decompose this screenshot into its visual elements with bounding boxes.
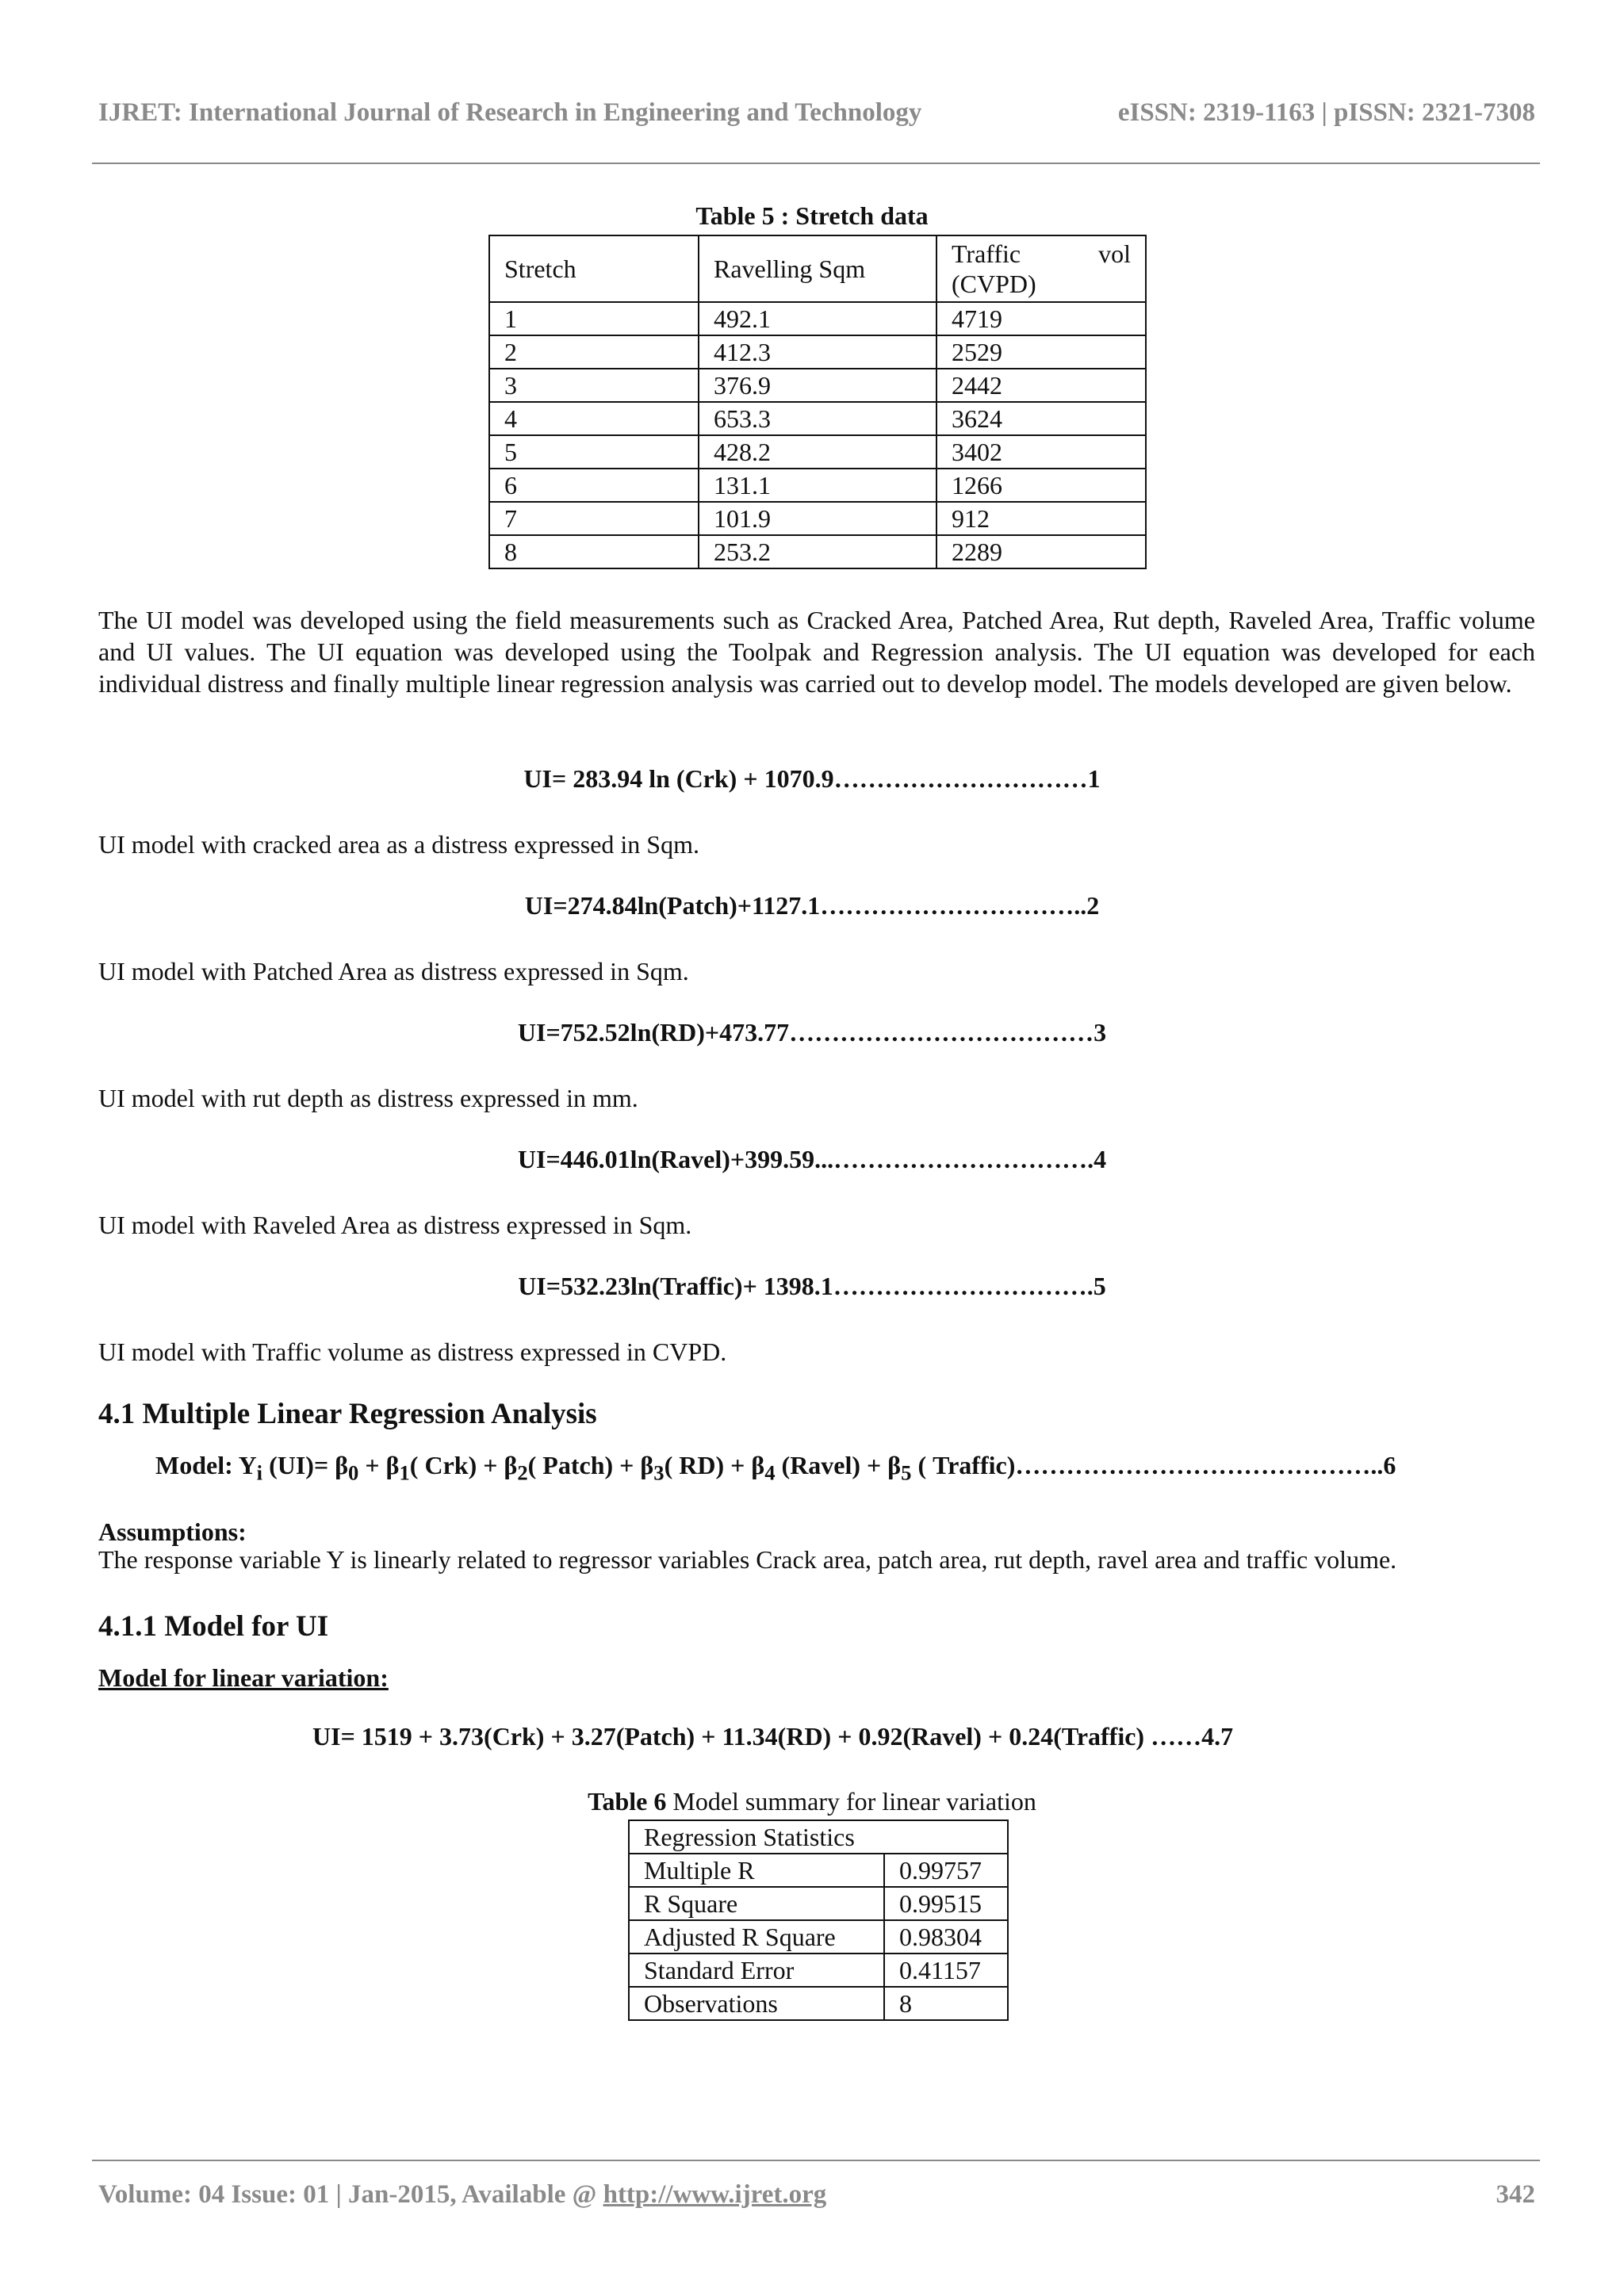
cell-traffic: 3624	[936, 402, 1146, 435]
cell-traffic: 912	[936, 502, 1146, 535]
intro-paragraph: The UI model was developed using the field measurements such as Cracked Area, Patched Area, Rut depth, Raveled Area, Traffic volume and UI values. The UI equation was developed using the Toolpak and Regression analysis. The UI equation was developed for each individual distress and finally multiple linear regression analysis was carried out to develop model. The models developed are given below.	[98, 606, 1535, 698]
cell-traffic: 2442	[936, 369, 1146, 402]
header-traffic-a: Traffic	[952, 239, 1021, 268]
cell-traffic: 2289	[936, 535, 1146, 568]
model-sub-i: i	[256, 1460, 263, 1485]
equation-3: UI=752.52ln(RD)+473.77………………………………3	[517, 1018, 1107, 1047]
cell-stretch: 7	[489, 502, 699, 535]
linear-variation-subheading: Model for linear variation:	[98, 1663, 389, 1692]
cell-stretch: 6	[489, 469, 699, 502]
beta-sub: 3	[653, 1460, 665, 1485]
stretch-data-table	[488, 235, 1147, 569]
beta-sub: 0	[348, 1460, 359, 1485]
beta-term: ( Crk) + β	[409, 1451, 518, 1479]
stat-value: 0.99757	[884, 1854, 1008, 1887]
cell-ravelling: 101.9	[699, 502, 936, 535]
table-row	[489, 402, 1146, 435]
equation-4: UI=446.01ln(Ravel)+399.59...………………………….4	[517, 1145, 1107, 1173]
assumptions-text: The response variable Y is linearly related to regressor variables Crack area, patch area, rut depth, ravel area and traffic volume.	[98, 1545, 1397, 1574]
cell-traffic: 1266	[936, 469, 1146, 502]
header-stretch: Stretch	[489, 235, 699, 302]
beta-sub: 2	[517, 1460, 528, 1485]
table-row	[629, 1854, 1008, 1887]
cell-stretch: 2	[489, 335, 699, 369]
equation-3-desc: UI model with rut depth as distress expressed in mm.	[98, 1084, 638, 1112]
cell-traffic: 4719	[936, 302, 1146, 335]
table-row	[489, 335, 1146, 369]
stat-label: Standard Error	[629, 1954, 884, 1987]
regression-statistics-title: Regression Statistics	[629, 1820, 1008, 1854]
stat-value: 8	[884, 1987, 1008, 2020]
table-row	[629, 1954, 1008, 1987]
equation-1: UI= 283.94 ln (Crk) + 1070.9…………………………1	[523, 764, 1101, 793]
beta-term: + β	[358, 1451, 400, 1479]
table6-caption	[0, 1787, 1624, 1816]
stat-value: 0.41157	[884, 1954, 1008, 1987]
stat-value: 0.99515	[884, 1887, 1008, 1920]
regression-statistics-table	[628, 1820, 1009, 2021]
journal-title: IJRET: International Journal of Research in Engineering and Technology	[98, 98, 922, 127]
cell-stretch: 1	[489, 302, 699, 335]
cell-ravelling: 428.2	[699, 435, 936, 469]
issn-label: eISSN: 2319-1163 | pISSN: 2321-7308	[1117, 98, 1535, 127]
beta-term: ( RD) + β	[664, 1451, 765, 1479]
beta-sub: 4	[764, 1460, 776, 1485]
page-number: 342	[1496, 2180, 1535, 2209]
equation-5-desc: UI model with Traffic volume as distress expressed in CVPD.	[98, 1337, 727, 1366]
cell-ravelling: 492.1	[699, 302, 936, 335]
stat-label: R Square	[629, 1887, 884, 1920]
running-footer	[98, 2180, 1535, 2210]
table5-caption: Table 5 : Stretch data	[695, 201, 929, 230]
table-row	[629, 1887, 1008, 1920]
model-mid: (UI)= β	[262, 1451, 349, 1479]
equation-5: UI=532.23ln(Traffic)+ 1398.1………………………….5	[518, 1272, 1106, 1300]
stat-label: Observations	[629, 1987, 884, 2020]
beta-term: ( Patch) + β	[527, 1451, 654, 1479]
stat-value: 0.98304	[884, 1920, 1008, 1954]
assumptions-label: Assumptions:	[98, 1517, 247, 1546]
table-row	[629, 1987, 1008, 2020]
equation-2-desc: UI model with Patched Area as distress expressed in Sqm.	[98, 957, 689, 985]
equation-1-desc: UI model with cracked area as a distress expressed in Sqm.	[98, 830, 699, 859]
beta-term: ( Traffic)……………………………………..6	[911, 1451, 1396, 1479]
footer-volume-text: Volume: 04 Issue: 01 | Jan-2015, Available @	[98, 2180, 603, 2209]
header-rule	[92, 163, 1540, 164]
table-row	[489, 469, 1146, 502]
table-title-row	[629, 1820, 1008, 1854]
table6-caption-label: Table 6	[588, 1787, 667, 1816]
equation-2: UI=274.84ln(Patch)+1127.1…………………………..2	[524, 891, 1100, 920]
cell-stretch: 5	[489, 435, 699, 469]
table-header-row	[489, 235, 1146, 302]
journal-url-link[interactable]: http://www.ijret.org	[603, 2180, 827, 2209]
table-row	[489, 435, 1146, 469]
model-prefix: Model: Y	[155, 1451, 257, 1479]
header-traffic	[936, 235, 1146, 302]
table6-caption-text: Model summary for linear variation	[666, 1787, 1036, 1816]
footer-rule	[92, 2160, 1540, 2161]
cell-ravelling: 131.1	[699, 469, 936, 502]
stat-label: Multiple R	[629, 1854, 884, 1887]
header-traffic-b: vol	[1098, 239, 1131, 268]
beta-sub: 5	[901, 1460, 912, 1485]
linear-ui-equation: UI= 1519 + 3.73(Crk) + 3.27(Patch) + 11.34(RD) + 0.92(Ravel) + 0.24(Traffic) ……4.7	[312, 1722, 1234, 1751]
beta-sub: 1	[399, 1460, 410, 1485]
table-row	[629, 1920, 1008, 1954]
section-heading-4-1: 4.1 Multiple Linear Regression Analysis	[98, 1398, 597, 1430]
cell-ravelling: 412.3	[699, 335, 936, 369]
running-header	[98, 98, 1535, 128]
cell-ravelling: 653.3	[699, 402, 936, 435]
table-row	[489, 302, 1146, 335]
section-heading-4-1-1: 4.1.1 Model for UI	[98, 1610, 329, 1643]
cell-ravelling: 376.9	[699, 369, 936, 402]
table-row	[489, 502, 1146, 535]
beta-term: (Ravel) + β	[775, 1451, 902, 1479]
header-ravelling: Ravelling Sqm	[699, 235, 936, 302]
cell-ravelling: 253.2	[699, 535, 936, 568]
cell-stretch: 3	[489, 369, 699, 402]
cell-traffic: 3402	[936, 435, 1146, 469]
cell-traffic: 2529	[936, 335, 1146, 369]
cell-stretch: 4	[489, 402, 699, 435]
cell-stretch: 8	[489, 535, 699, 568]
footer-volume	[98, 2180, 826, 2210]
table-row	[489, 369, 1146, 402]
header-traffic-c: (CVPD)	[952, 270, 1036, 298]
stat-label: Adjusted R Square	[629, 1920, 884, 1954]
equation-4-desc: UI model with Raveled Area as distress expressed in Sqm.	[98, 1211, 692, 1239]
mlr-model-equation	[155, 1451, 1396, 1485]
table-row	[489, 535, 1146, 568]
